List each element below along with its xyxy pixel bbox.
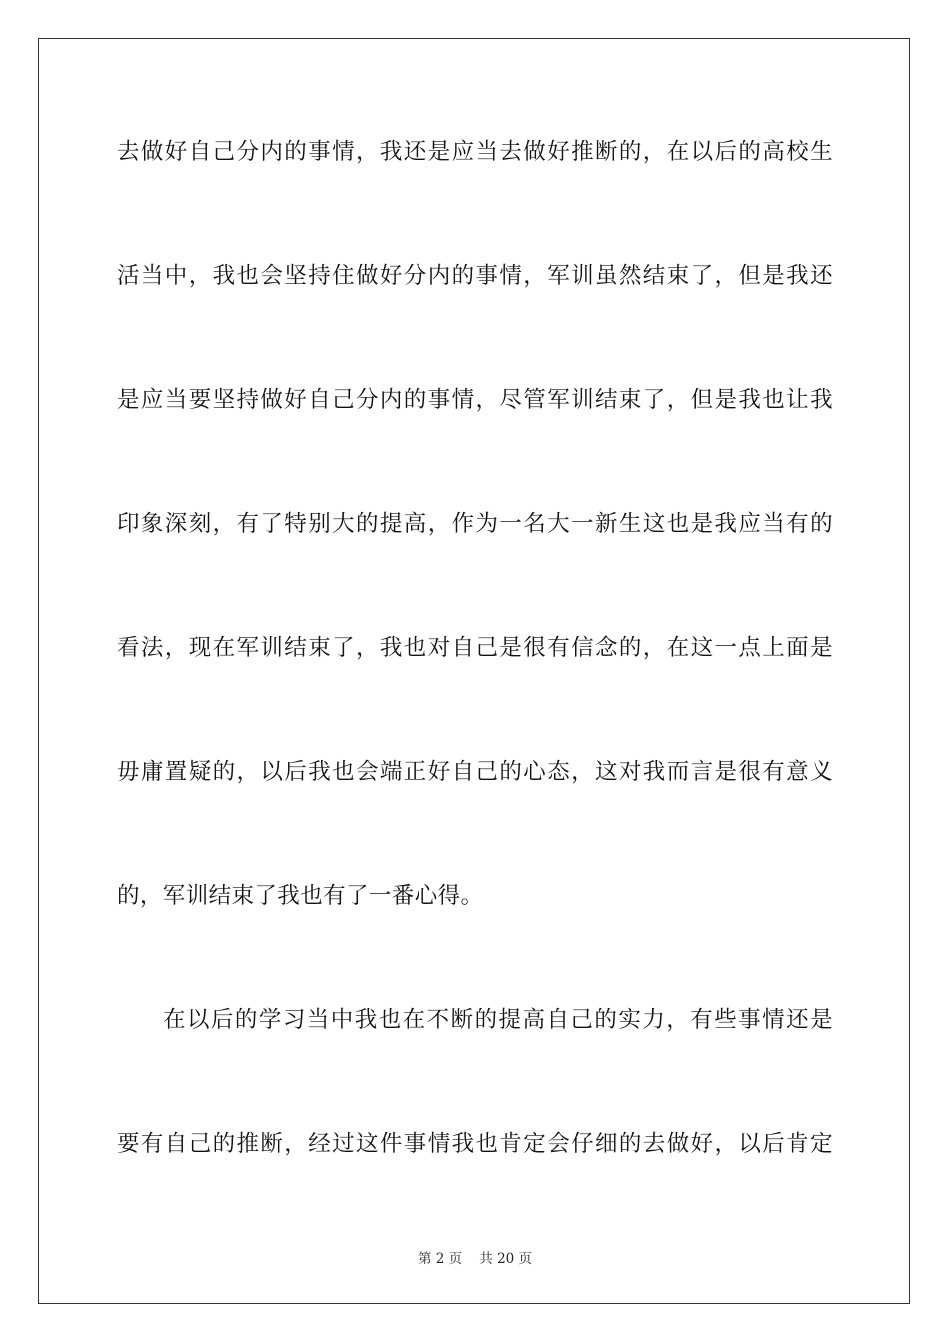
text-line: 印象深刻，有了特别大的提高，作为一名大一新生这也是我应当有的 — [117, 511, 833, 537]
text-line: 去做好自己分内的事情，我还是应当去做好推断的，在以后的高校生 — [117, 139, 833, 165]
document-body — [117, 128, 833, 1244]
text-line-paragraph-start: 在以后的学习当中我也在不断的提高自己的实力，有些事情还是 — [163, 1007, 833, 1033]
page-number: 第 2 页 共 20 页 — [417, 1251, 533, 1267]
text-line: 要有自己的推断，经过这件事情我也肯定会仔细的去做好，以后肯定 — [117, 1131, 833, 1157]
text-line: 活当中，我也会坚持住做好分内的事情，军训虽然结束了，但是我还 — [117, 263, 833, 289]
text-line: 毋庸置疑的，以后我也会端正好自己的心态，这对我而言是很有意义 — [117, 759, 833, 785]
text-line-paragraph-end: 的，军训结束了我也有了一番心得。 — [117, 883, 484, 909]
text-line: 是应当要坚持做好自己分内的事情，尽管军训结束了，但是我也让我 — [117, 387, 833, 413]
text-line: 看法，现在军训结束了，我也对自己是很有信念的，在这一点上面是 — [117, 635, 833, 661]
